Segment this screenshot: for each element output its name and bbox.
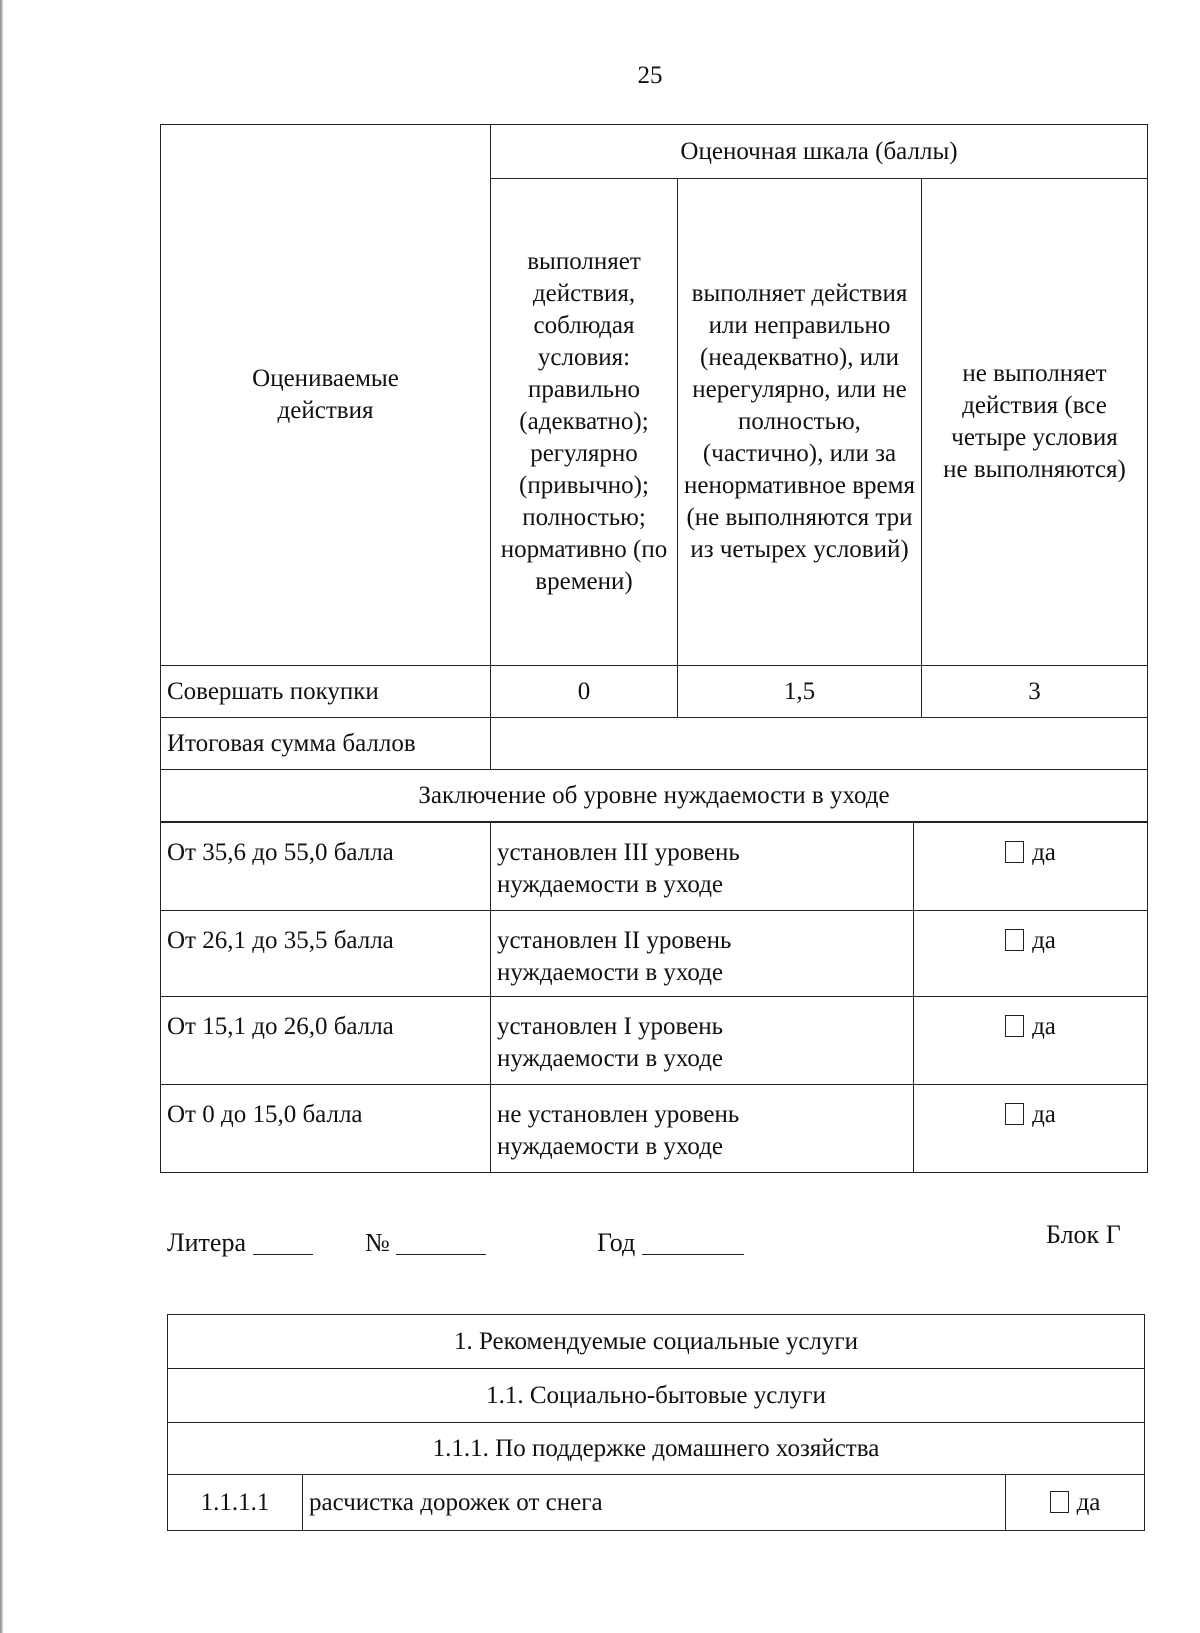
services-subheader: 1.1. Социально-бытовые услуги [168, 1369, 1145, 1423]
number-blank[interactable] [396, 1230, 486, 1255]
assessment-table [160, 124, 1148, 822]
block-label: Блок Г [1046, 1220, 1121, 1249]
services-header: 1. Рекомендуемые социальные услуги [168, 1315, 1145, 1369]
scale-header: Оценочная шкала (баллы) [491, 125, 1148, 179]
actions-header: Оцениваемые действия [161, 125, 491, 666]
services-category: 1.1.1. По поддержке домашнего хозяйства [168, 1423, 1145, 1475]
total-value[interactable] [491, 718, 1148, 770]
action-label: Совершать покупки [161, 666, 491, 718]
year-field: Год [597, 1228, 744, 1258]
conclusion-header: Заключение об уровне нуждаемости в уходе [161, 770, 1148, 822]
conclusion-range: От 35,6 до 55,0 балла [161, 823, 491, 911]
conclusion-check[interactable]: да [914, 1085, 1148, 1173]
litera-blank[interactable] [253, 1230, 313, 1255]
total-label: Итоговая сумма баллов [161, 718, 491, 770]
conclusion-text: установлен II уровень нуждаемости в уходе [491, 911, 914, 997]
conclusion-check[interactable]: да [914, 997, 1148, 1085]
service-text: расчистка дорожек от снега [303, 1475, 1006, 1531]
conclusion-table [160, 822, 1148, 1173]
score-0: 0 [491, 666, 678, 718]
checkbox[interactable] [1005, 1103, 1024, 1125]
conclusion-check[interactable]: да [914, 911, 1148, 997]
year-blank[interactable] [642, 1230, 744, 1255]
page-number: 25 [637, 62, 663, 89]
litera-field: Литера [167, 1228, 313, 1258]
scan-edge [0, 0, 3, 1633]
checkbox[interactable] [1005, 929, 1024, 951]
service-check[interactable]: да [1006, 1475, 1145, 1531]
services-table [167, 1314, 1145, 1531]
conclusion-range: От 0 до 15,0 балла [161, 1085, 491, 1173]
score-1-5: 1,5 [678, 666, 922, 718]
number-field: № [365, 1228, 486, 1258]
conclusion-text: установлен I уровень нуждаемости в уходе [491, 997, 914, 1085]
service-code: 1.1.1.1 [168, 1475, 303, 1531]
conclusion-check[interactable]: да [914, 823, 1148, 911]
conclusion-range: От 26,1 до 35,5 балла [161, 911, 491, 997]
conclusion-range: От 15,1 до 26,0 балла [161, 997, 491, 1085]
scale-col-partial: выполняет действия или неправильно (неадекватно), или нерегулярно, или не полностью, (частично), или за ненормативное время (не выполняются три из четырех условий) [678, 179, 922, 666]
scale-col-full: выполняет действия, соблюдая условия: правильно (адекватно); регулярно (привычно); полностью; нормативно (по времени) [491, 179, 678, 666]
conclusion-text: не установлен уровень нуждаемости в уходе [491, 1085, 914, 1173]
checkbox[interactable] [1050, 1491, 1069, 1513]
checkbox[interactable] [1005, 1015, 1024, 1037]
checkbox[interactable] [1005, 841, 1024, 863]
score-3: 3 [922, 666, 1148, 718]
conclusion-text: установлен III уровень нуждаемости в уходе [491, 823, 914, 911]
scale-col-none: не выполняет действия (все четыре условия не выполняются) [922, 179, 1148, 666]
